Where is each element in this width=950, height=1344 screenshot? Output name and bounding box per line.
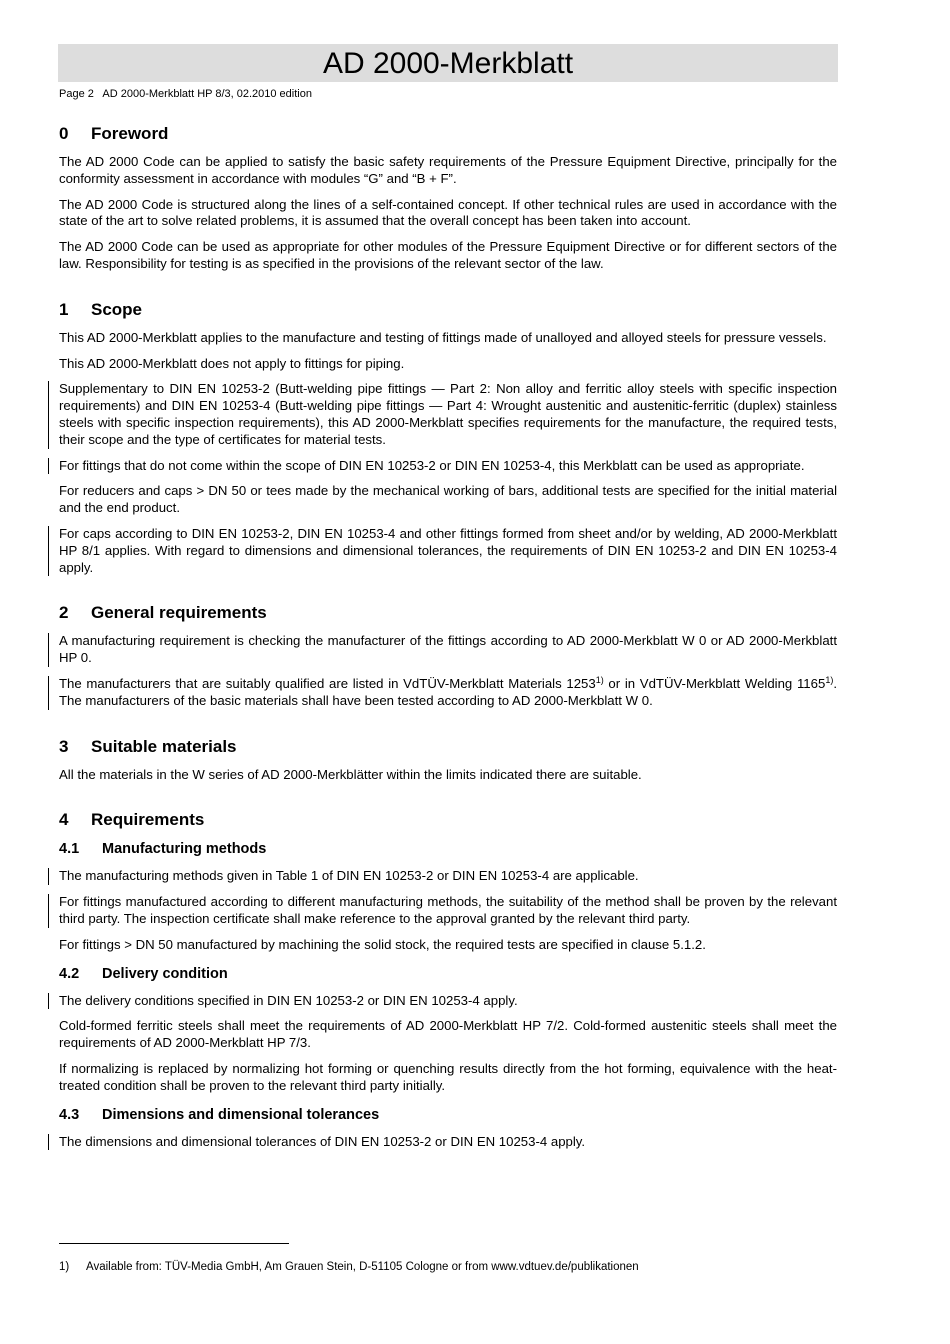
paragraph: This AD 2000-Merkblatt applies to the manufacture and testing of fittings made of unalloyed and alloyed steels for pressure vessels.: [59, 329, 827, 345]
paragraph-revised: For fittings that do not come within the scope of DIN EN 10253-2 or DIN EN 10253-4, this Merkblatt can be used as appropriate.: [59, 458, 837, 475]
section-heading-general-requirements: [59, 603, 837, 623]
subsection-title: Delivery condition: [102, 965, 228, 982]
paragraph: For reducers and caps > DN 50 or tees made by the mechanical working of bars, additional tests are specified for the initial material and the end product.: [59, 483, 837, 516]
text-run: The manufacturers that are suitably qualified are listed in VdTÜV-Merkblatt Materials 1253: [59, 675, 596, 691]
footnote-separator: [59, 1243, 289, 1244]
text-run: or in VdTÜV-Merkblatt Welding 1165: [603, 675, 826, 691]
paragraph-revised: The delivery conditions specified in DIN EN 10253-2 or DIN EN 10253-4 apply.: [59, 993, 837, 1010]
subsection-heading-dimensions: [59, 1106, 837, 1124]
section-heading-requirements: [59, 810, 837, 830]
footnote: [59, 1261, 639, 1273]
paragraph: The AD 2000 Code is structured along the lines of a self-contained concept. If other technical rules are used in accordance with the state of the art to solve related problems, it is assumed that the overall concept has been taken into account.: [59, 196, 837, 229]
section-heading-suitable-materials: [59, 737, 837, 757]
section-title: Suitable materials: [91, 736, 237, 756]
document-body: [59, 124, 837, 1159]
section-title: Foreword: [91, 124, 169, 143]
paragraph-revised: For fittings manufactured according to different manufacturing methods, the suitability of the method shall be proven by the relevant third party. The inspection certificate shall make reference to the approval granted by the relevant third party.: [59, 894, 837, 926]
section-heading-foreword: [59, 124, 837, 144]
footnote-text: Available from: TÜV-Media GmbH, Am Grauen Stein, D-51105 Cologne or from www.vdtuev.de/publikationen: [86, 1261, 639, 1273]
footnote-mark: 1): [59, 1261, 70, 1273]
subsection-number: 4.2: [59, 965, 80, 982]
paragraph-revised: A manufacturing requirement is checking the manufacturer of the fittings according to AD 2000-Merkblatt W 0 or AD 2000-Merkblatt HP 0.: [59, 633, 837, 666]
paragraph-revised: The manufacturing methods given in Table 1 of DIN EN 10253-2 or DIN EN 10253-4 are applicable.: [59, 868, 837, 885]
section-number: 2: [59, 603, 69, 623]
paragraph: All the materials in the W series of AD 2000-Merkblätter within the limits indicated there are suitable.: [59, 766, 642, 782]
paragraph-revised: The dimensions and dimensional tolerances of DIN EN 10253-2 or DIN EN 10253-4 apply.: [59, 1134, 837, 1151]
section-number: 4: [59, 810, 69, 830]
section-number: 3: [59, 736, 69, 756]
paragraph: This AD 2000-Merkblatt does not apply to fittings for piping.: [59, 355, 405, 371]
section-heading-scope: [59, 300, 837, 320]
footnote-reference: 1): [825, 674, 834, 685]
subsection-number: 4.1: [59, 841, 80, 858]
section-title: General requirements: [91, 603, 267, 623]
section-number: 0: [59, 124, 69, 143]
paragraph: For fittings > DN 50 manufactured by machining the solid stock, the required tests are specified in clause 5.1.2.: [59, 936, 706, 952]
subsection-heading-delivery-condition: [59, 965, 837, 983]
paragraph: Cold-formed ferritic steels shall meet the requirements of AD 2000-Merkblatt HP 7/2. Cold-formed austenitic steels shall meet the requirements of AD 2000-Merkblatt HP 7/3.: [59, 1018, 837, 1051]
section-number: 1: [59, 299, 69, 319]
text-run: . The manufacturers of the basic materials shall have been tested according to AD 2000-Merkblatt W 0.: [59, 675, 837, 708]
section-title: Requirements: [91, 810, 205, 830]
paragraph-revised: Supplementary to DIN EN 10253-2 (Butt-welding pipe fittings — Part 2: Non alloy and ferritic alloy steels with specific inspection requirements) and DIN EN 10253-4 (Butt-welding pipe fittings — Part 4: Wrought austenitic and austenitic-ferritic (duplex) stainless steels with specific inspection requirements), this AD 2000-Merkblatt specifies requirements for the manufacture, the required tests, their scope and the type of certificates for material tests.: [59, 381, 837, 447]
subsection-number: 4.3: [59, 1106, 80, 1123]
subsection-heading-manufacturing-methods: [59, 840, 837, 858]
subsection-title: Dimensions and dimensional tolerances: [102, 1106, 380, 1123]
subsection-title: Manufacturing methods: [102, 841, 267, 858]
paragraph: The AD 2000 Code can be used as appropriate for other modules of the Pressure Equipment Directive or for different sectors of the law. Responsibility for testing is as specified in the provisions of the relevant sector of the law.: [59, 239, 837, 271]
paragraph: If normalizing is replaced by normalizing hot forming or quenching results directly from the hot forming, equivalence with the heat-treated condition shall be proven to the relevant third party initially.: [59, 1060, 837, 1093]
footnote-reference: 1): [595, 674, 604, 685]
document-title: AD 2000-Merkblatt: [58, 44, 838, 82]
paragraph-revised: [59, 676, 837, 710]
paragraph-revised: For caps according to DIN EN 10253-2, DIN EN 10253-4 and other fittings formed from sheet and/or by welding, AD 2000-Merkblatt HP 8/1 applies. With regard to dimensions and dimensional tolerances, the requirements of DIN EN 10253-2 and DIN EN 10253-4 apply.: [59, 525, 837, 575]
section-title: Scope: [91, 299, 143, 319]
paragraph: The AD 2000 Code can be applied to satisfy the basic safety requirements of the Pressure Equipment Directive, principally for the conformity assessment in accordance with modules “G” and “B + F”.: [59, 154, 837, 186]
running-header: Page 2 AD 2000-Merkblatt HP 8/3, 02.2010 edition: [59, 88, 312, 100]
